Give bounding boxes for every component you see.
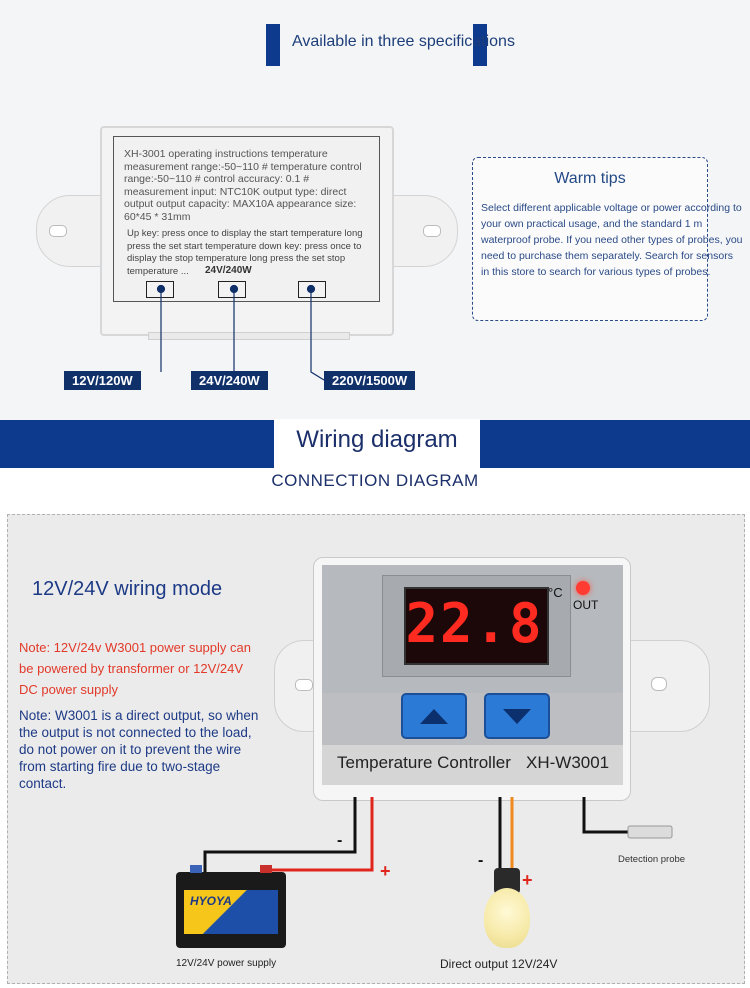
controller-model: XH-W3001 [526, 753, 610, 772]
sticker-instructions: XH-3001 operating instructions temperature measurement range:-50~110 # temperature control range:-50~110 # control accuracy: 0.1 # measurement input: NTC10K output type: direct output output capacity: MAX10A appearance size: 60*45 * 31mm [124, 148, 362, 223]
power-supply-note: Note: 12V/24v W3001 power supply can be powered by transformer or 12V/24V DC power supply [19, 640, 251, 697]
warm-tips-title: Warm tips [554, 170, 626, 187]
bulb-plus-sign: + [522, 870, 533, 890]
celsius-unit: °C [548, 585, 563, 600]
spec-tag-220v: 220V/1500W [324, 371, 415, 390]
probe-wire [584, 797, 628, 832]
wiring-mode-title: 12V/24V wiring mode [32, 578, 223, 600]
bulb-minus-sign: - [478, 852, 484, 869]
probe-caption: Detection probe [618, 854, 686, 865]
spec-title: Available in three specifications [292, 33, 515, 50]
warm-tips-body: Select different applicable voltage or power according to your own practical usage, and the standard 1 m waterproof probe. If you need other types of probes, you need to purchase them separately. Search for sensors in this store to search for various types of probes. [481, 202, 743, 278]
battery-plus-sign: + [380, 861, 391, 881]
direct-output-note: Note: W3001 is a direct output, so when the output is not connected to the load, do not power on it to prevent the wire from starting fire due to two-stage contact. [19, 708, 259, 791]
temperature-readout: 22.8 [405, 592, 544, 655]
battery-brand: HYOYA [190, 894, 232, 908]
spec-tag-12v: 12V/120W [64, 371, 141, 390]
battery-caption: 12V/24V power supply [176, 958, 277, 969]
battery-icon [176, 872, 286, 948]
sticker-key-help: Up key: press once to display the start temperature long press the set start temperature down key: press once to display the stop temperature long press the set stop temperature ... [127, 228, 363, 277]
sticker-overlay-label: 24V/240W [205, 265, 252, 276]
battery-terminal [260, 865, 272, 873]
light-bulb-icon [484, 888, 530, 948]
controller-label: Temperature Controller [337, 753, 511, 772]
battery-minus-sign: - [337, 832, 343, 849]
connection-diagram-title: CONNECTION DIAGRAM [271, 471, 479, 490]
out-label: OUT [573, 598, 599, 612]
battery-negative-wire [205, 797, 355, 872]
spec-tag-24v: 24V/240W [191, 371, 268, 390]
probe-sensor [628, 826, 672, 838]
battery-positive-wire [270, 797, 372, 870]
bulb-caption: Direct output 12V/24V [440, 957, 558, 971]
battery-terminal [190, 865, 202, 873]
wiring-title: Wiring diagram [296, 426, 458, 453]
